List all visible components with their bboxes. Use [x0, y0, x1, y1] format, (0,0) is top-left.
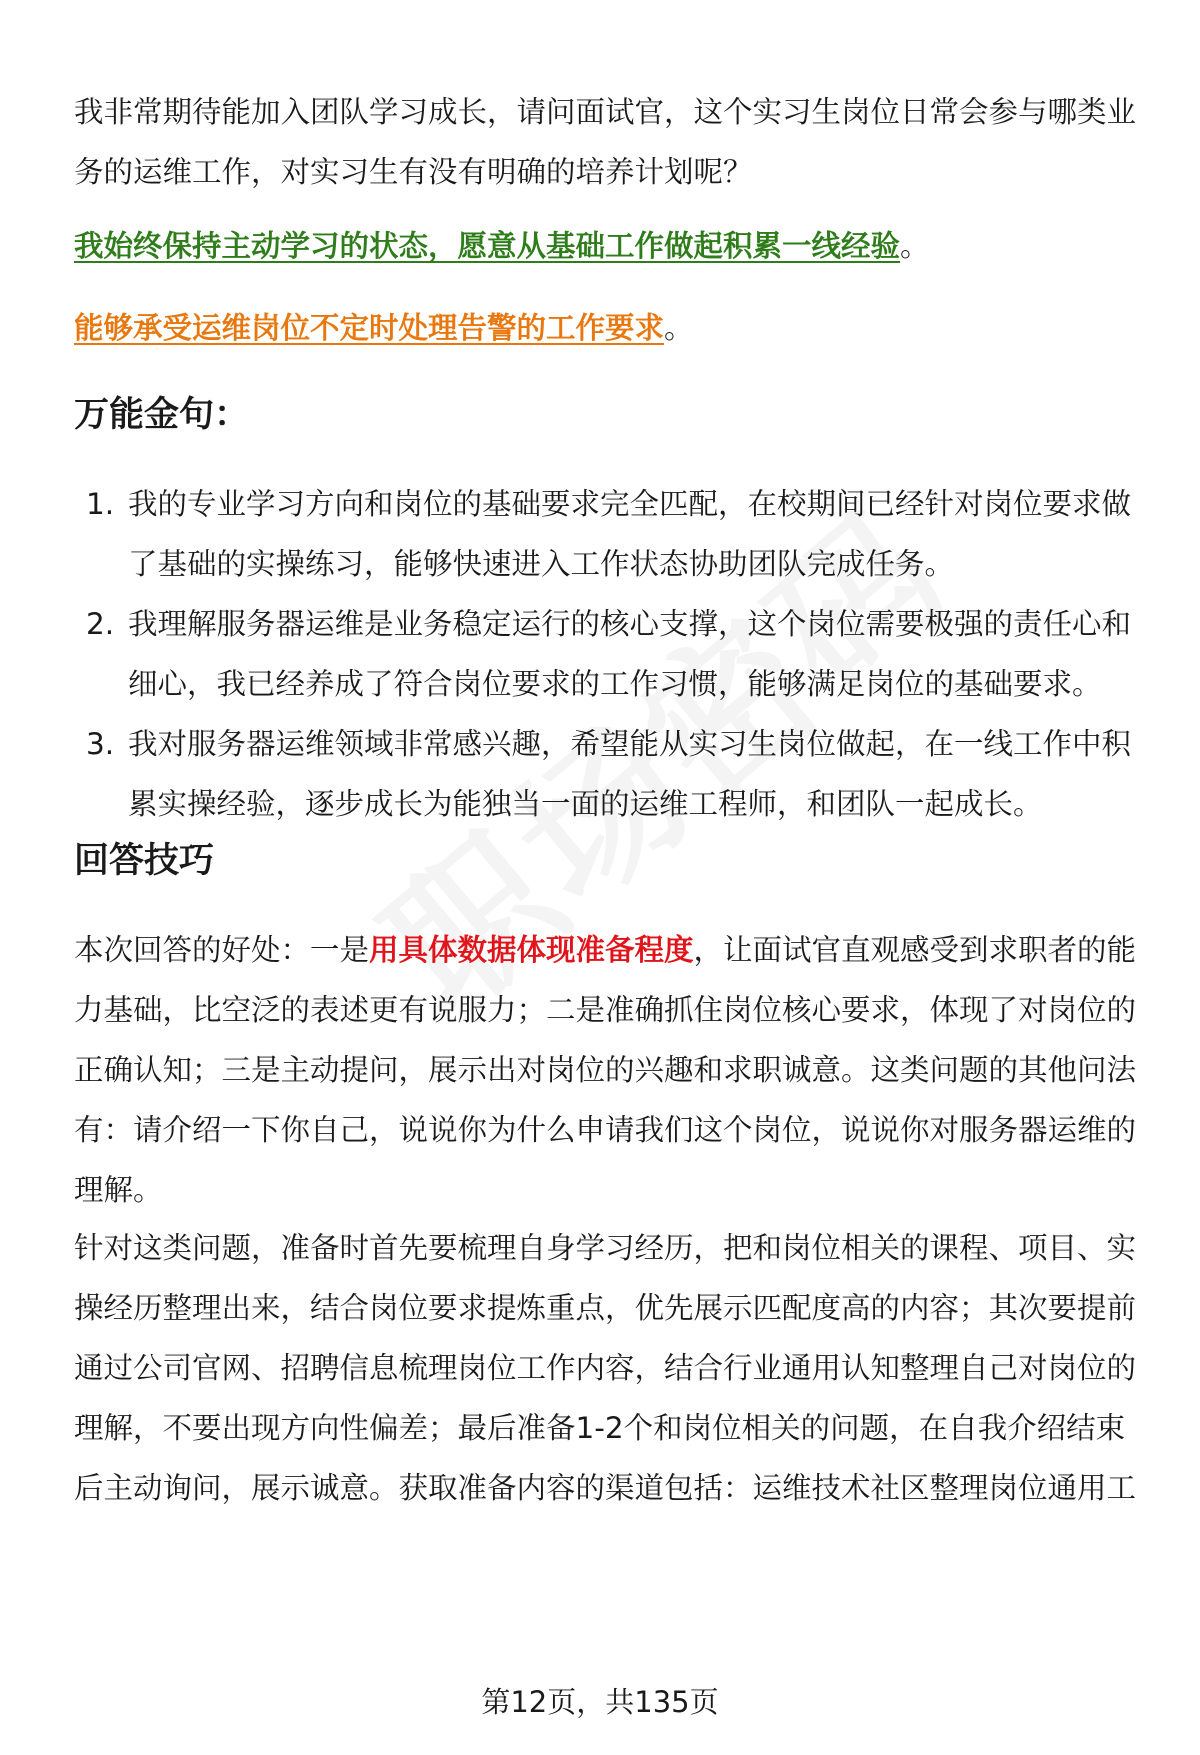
green-highlight-line [74, 216, 1154, 276]
list-item-text: 我理解服务器运维是业务稳定运行的核心支撑，这个岗位需要极强的责任心和细心，我已经养成了符合岗位要求的工作习惯，能够满足岗位的基础要求。 [128, 607, 1132, 701]
list-item-number: 1. [86, 487, 115, 521]
red-highlight-text: 用具体数据体现准备程度 [369, 933, 694, 967]
golden-sentences-list [74, 474, 1154, 834]
tips-para1-before: 本次回答的好处：一是 [74, 933, 370, 967]
list-item-text: 我对服务器运维领域非常感兴趣，希望能从实习生岗位做起，在一线工作中积累实操经验，逐步成长为能独当一面的运维工程师，和团队一起成长。 [128, 727, 1132, 821]
tips-para1-after: ，让面试官直观感受到求职者的能力基础，比空泛的表述更有说服力；二是准确抓住岗位核心要求，体现了对岗位的正确认知；三是主动提问，展示出对岗位的兴趣和求职诚意。这类问题的其他问法有：请介绍一下你自己，说说你为什么申请我们这个岗位，说说你对服务器运维的理解。 [74, 933, 1137, 1207]
orange-highlight-text: 能够承受运维岗位不定时处理告警的工作要求 [74, 311, 665, 345]
golden-sentences-heading: 万能金句： [74, 395, 250, 435]
orange-line-tail: 。 [664, 311, 694, 345]
orange-highlight-line [74, 298, 1154, 358]
green-line-tail: 。 [900, 229, 930, 263]
list-item-number: 2. [86, 607, 115, 641]
list-item [74, 474, 1154, 594]
page-number-footer: 第12页，共135页 [481, 1685, 719, 1719]
list-item-number: 3. [86, 727, 115, 761]
tips-paragraph-2: 针对这类问题，准备时首先要梳理自身学习经历，把和岗位相关的课程、项目、实操经历整理出来，结合岗位要求提炼重点，优先展示匹配度高的内容；其次要提前通过公司官网、招聘信息梳理岗位工作内容，结合行业通用认知整理自己对岗位的理解，不要出现方向性偏差；最后准备1-2个和岗位相关的问题，在自我介绍结束后主动询问，展示诚意。获取准备内容的渠道包括：运维技术社区整理岗位通用工 [74, 1231, 1137, 1505]
list-item-text: 我的专业学习方向和岗位的基础要求完全匹配，在校期间已经针对岗位要求做了基础的实操练习，能够快速进入工作状态协助团队完成任务。 [128, 487, 1132, 581]
intro-question-paragraph: 我非常期待能加入团队学习成长，请问面试官，这个实习生岗位日常会参与哪类业务的运维工作，对实习生有没有明确的培养计划呢？ [74, 95, 1137, 189]
tips-paragraph-1 [74, 920, 1154, 1220]
green-highlight-text: 我始终保持主动学习的状态，愿意从基础工作做起积累一线经验 [74, 229, 901, 263]
list-item [74, 714, 1154, 834]
answer-tips-heading: 回答技巧 [74, 841, 215, 881]
list-item [74, 594, 1154, 714]
